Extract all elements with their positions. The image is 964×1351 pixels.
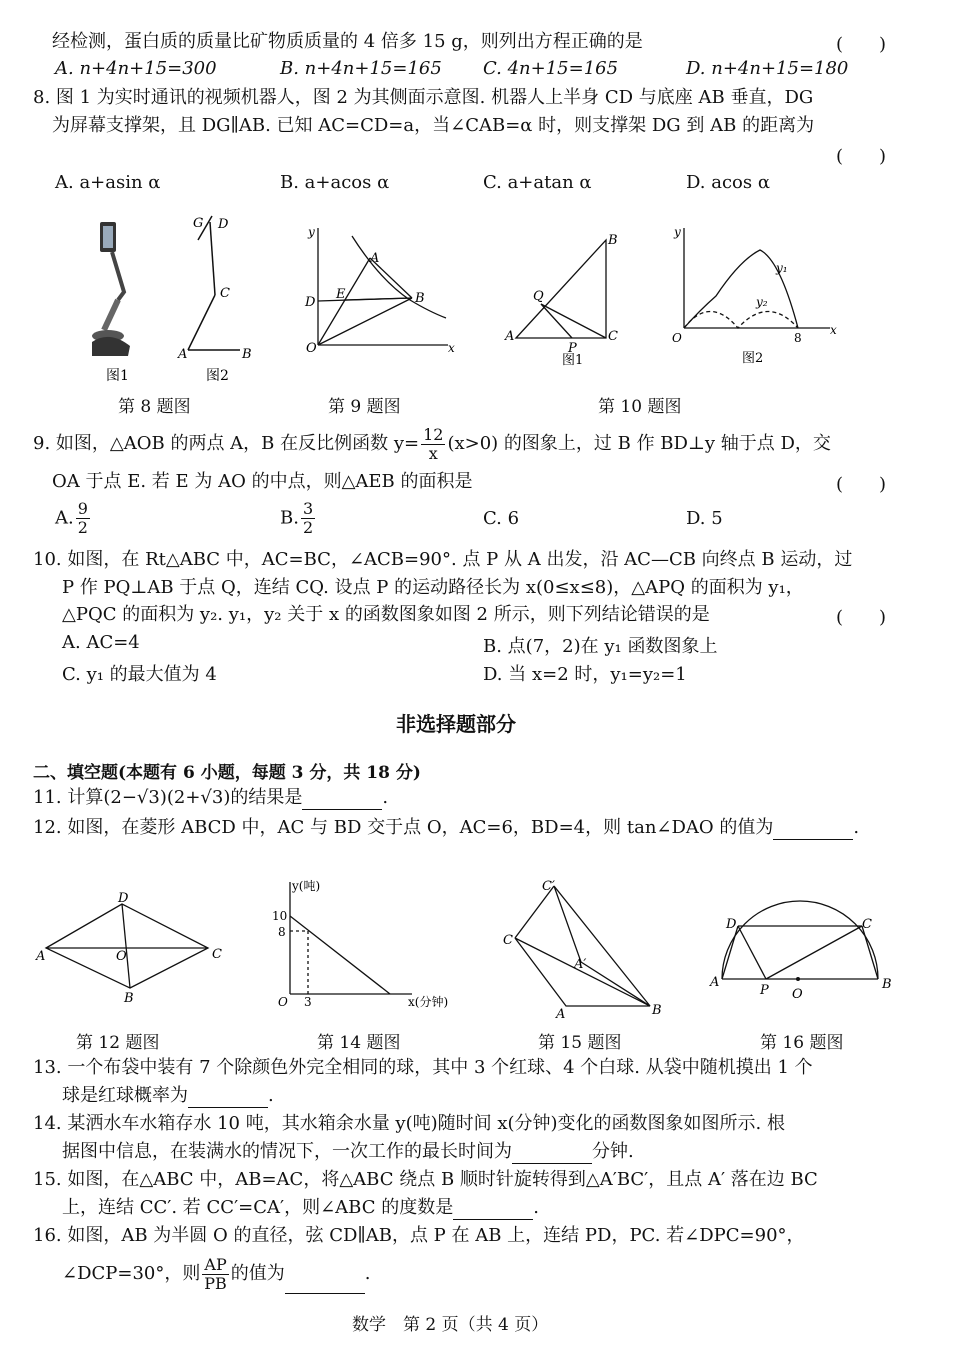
q16-A: A <box>710 975 720 990</box>
q12-answer-blank[interactable] <box>773 821 853 840</box>
q7-option-b: B. n+4n+15=165 <box>280 58 442 79</box>
q9-option-c: C. 6 <box>483 508 520 529</box>
q10-graph-y1: y₁ <box>776 261 788 275</box>
q11-answer-blank[interactable] <box>302 791 382 810</box>
q10-graph-x: x <box>830 323 837 337</box>
page-footer: 数学 第 2 页（共 4 页） <box>352 1315 549 1335</box>
q10-fig2-label: 图2 <box>742 351 764 366</box>
q16-semicircle-diagram <box>722 901 878 979</box>
q12-rhombus-diagram <box>46 904 208 988</box>
q10-A: A <box>505 329 515 344</box>
fig2-D: D <box>218 217 229 232</box>
q7-option-a: A. n+4n+15=300 <box>55 58 217 79</box>
q8-option-d: D. acos α <box>686 172 770 193</box>
q7-option-c: C. 4n+15=165 <box>483 58 619 79</box>
q9-O: O <box>306 341 317 356</box>
q16-O: O <box>792 987 803 1002</box>
fig2-A: A <box>178 347 188 362</box>
q12-O: O <box>116 949 127 964</box>
figures-row-2 <box>0 868 964 1028</box>
q10-C: C <box>608 329 618 344</box>
q14-line1: 14. 某洒水车水箱存水 10 吨，其水箱余水量 y(吨)随时间 x(分钟)变化的函数图象如图所示. 根 <box>33 1113 785 1134</box>
q10-graph-y2: y₂ <box>756 295 768 309</box>
q15-A-prime: A′ <box>574 957 587 972</box>
q16-center-dot <box>796 977 800 981</box>
q12-text: 12. 如图，在菱形 ABCD 中，AC 与 BD 交于点 O，AC=6，BD=4，则 tan∠DAO 的值为 . <box>33 817 860 838</box>
q9-line2: OA 于点 E. 若 E 为 AO 的中点，则△AEB 的面积是 <box>52 471 473 492</box>
q8-option-c: C. a+atan α <box>483 172 592 193</box>
q10-graph-eight: 8 <box>794 331 802 345</box>
q9-option-b: B. $\frac{3}{2}$ <box>280 499 314 537</box>
q10-line2: P 作 PQ⊥AB 于点 Q，连结 CQ. 设点 P 的运动路径长为 x(0≤x≤8)，△APQ 的面积为 y₁， <box>62 577 804 598</box>
q9-x-axis: x <box>448 341 455 355</box>
q14-line-graph <box>290 882 412 994</box>
q14-figure-caption: 第 14 题图 <box>317 1033 401 1053</box>
q16-line1: 16. 如图，AB 为半圆 O 的直径，弦 CD∥AB，点 P 在 AB 上，连结 PD，PC. 若∠DPC=90°， <box>33 1225 805 1246</box>
q9-option-a: A. $\frac{9}{2}$ <box>55 499 88 537</box>
q10-fig1-label: 图1 <box>562 353 584 368</box>
q10-graph-O: O <box>672 331 682 345</box>
q9-line1: 9. 如图，△AOB 的两点 A，B 在反比例函数 y= $\frac{12}{x}$ (x>0) 的图象上，过 B 作 BD⊥y 轴于点 D，交 <box>33 424 831 463</box>
q9-E: E <box>336 287 346 302</box>
q10-answer-paren: ( ) <box>836 607 887 628</box>
q7-answer-paren: ( ) <box>836 34 887 55</box>
q10-graph-y: y <box>674 225 681 239</box>
q16-C: C <box>862 917 872 932</box>
q8-option-a: A. a+asin α <box>55 172 161 193</box>
q10-triangle-diagram <box>516 240 606 338</box>
q9-figure-caption: 第 9 题图 <box>328 397 401 417</box>
q10-option-b: B. 点(7，2)在 y₁ 函数图象上 <box>483 636 718 657</box>
fig2-G: G <box>193 216 204 231</box>
q11-text: 11. 计算(2−√3)(2+√3)的结果是 . <box>33 787 389 808</box>
q9-option-d: D. 5 <box>686 508 723 529</box>
q10-option-a: A. AC=4 <box>62 632 140 653</box>
q8-line2: 为屏幕支撑架，且 DG∥AB. 已知 AC=CD=a，当∠CAB=α 时，则支撑架 DG 到 AB 的距离为 <box>52 115 815 136</box>
q14-tick-8: 8 <box>278 925 286 939</box>
q14-line2: 据图中信息，在装满水的情况下，一次工作的最长时间为 分钟. <box>62 1141 634 1162</box>
q15-rotation-diagram <box>515 886 650 1006</box>
q12-C: C <box>212 947 222 962</box>
q14-y-axis-label: y(吨) <box>292 879 321 893</box>
q16-P: P <box>760 983 769 998</box>
q14-tick-10: 10 <box>272 909 288 923</box>
q12-figure-caption: 第 12 题图 <box>76 1033 160 1053</box>
q12-D: D <box>118 891 129 906</box>
q13-line1: 13. 一个布袋中装有 7 个除颜色外完全相同的球，其中 3 个红球、4 个白球. 从袋中随机摸出 1 个 <box>33 1057 813 1078</box>
q9-D: D <box>305 295 316 310</box>
q13-line2: 球是红球概率为 . <box>62 1085 274 1106</box>
q8-figure-caption: 第 8 题图 <box>118 397 191 417</box>
q16-answer-blank[interactable] <box>285 1275 365 1294</box>
q10-line1: 10. 如图，在 Rt△ABC 中，AC=BC，∠ACB=90°. 点 P 从 A 出发，沿 AC—CB 向终点 B 运动，过 <box>33 549 853 570</box>
q15-C: C <box>503 933 513 948</box>
q16-line2: ∠DCP=30°，则 $\frac{AP}{PB}$ 的值为 . <box>62 1254 371 1293</box>
q9-y-axis: y <box>308 225 315 239</box>
fig1-label: 图1 <box>106 368 129 384</box>
robot-illustration <box>92 222 130 356</box>
q9-B: B <box>415 291 425 306</box>
q13-answer-blank[interactable] <box>188 1089 268 1108</box>
q14-answer-blank[interactable] <box>512 1145 592 1164</box>
q15-C-prime: C′ <box>542 879 555 894</box>
q7-text: 经检测，蛋白质的质量比矿物质质量的 4 倍多 15 g，则列出方程正确的是 <box>52 31 643 52</box>
fill-blank-section-heading: 二、填空题(本题有 6 小题，每题 3 分，共 18 分) <box>33 763 421 783</box>
robot-side-diagram <box>188 216 240 350</box>
q16-B: B <box>882 977 892 992</box>
q10-P: P <box>568 341 577 356</box>
q8-option-b: B. a+acos α <box>280 172 390 193</box>
q8-answer-paren: ( ) <box>836 146 887 167</box>
q9-A: A <box>370 251 380 266</box>
q10-line3: △PQC 的面积为 y₂. y₁，y₂ 关于 x 的函数图象如图 2 所示，则下列结论错误的是 <box>62 604 710 625</box>
q14-tick-3: 3 <box>304 995 312 1009</box>
q14-x-axis-label: x(分钟) <box>408 995 449 1009</box>
q7-option-d: D. n+4n+15=180 <box>686 58 849 79</box>
part2-title: 非选择题部分 <box>396 712 516 736</box>
q10-B: B <box>608 233 618 248</box>
fig2-label: 图2 <box>206 368 229 384</box>
q10-Q: Q <box>533 289 544 304</box>
q12-B: B <box>124 991 134 1006</box>
fig2-C: C <box>220 286 230 301</box>
q16-D: D <box>726 917 737 932</box>
q15-line2: 上，连结 CC′. 若 CC′=CA′，则∠ABC 的度数是 . <box>62 1197 539 1218</box>
q10-option-d: D. 当 x=2 时，y₁=y₂=1 <box>483 664 687 685</box>
q10-figure-caption: 第 10 题图 <box>598 397 682 417</box>
q14-origin: O <box>278 995 288 1009</box>
q9-answer-paren: ( ) <box>836 474 887 495</box>
q15-answer-blank[interactable] <box>453 1201 533 1220</box>
q16-figure-caption: 第 16 题图 <box>760 1033 844 1053</box>
q15-A: A <box>556 1007 566 1022</box>
q8-line1: 8. 图 1 为实时通讯的视频机器人，图 2 为其侧面示意图. 机器人上半身 CD 与底座 AB 垂直，DG <box>33 87 814 108</box>
q15-B: B <box>652 1003 662 1018</box>
q10-option-c: C. y₁ 的最大值为 4 <box>62 664 217 685</box>
fig2-B: B <box>242 347 252 362</box>
q15-line1: 15. 如图，在△ABC 中，AB=AC，将△ABC 绕点 B 顺时针旋转得到△A′BC′，且点 A′ 落在边 BC <box>33 1169 818 1190</box>
q12-A: A <box>36 949 46 964</box>
q15-figure-caption: 第 15 题图 <box>538 1033 622 1053</box>
q10-function-graph <box>684 228 830 328</box>
